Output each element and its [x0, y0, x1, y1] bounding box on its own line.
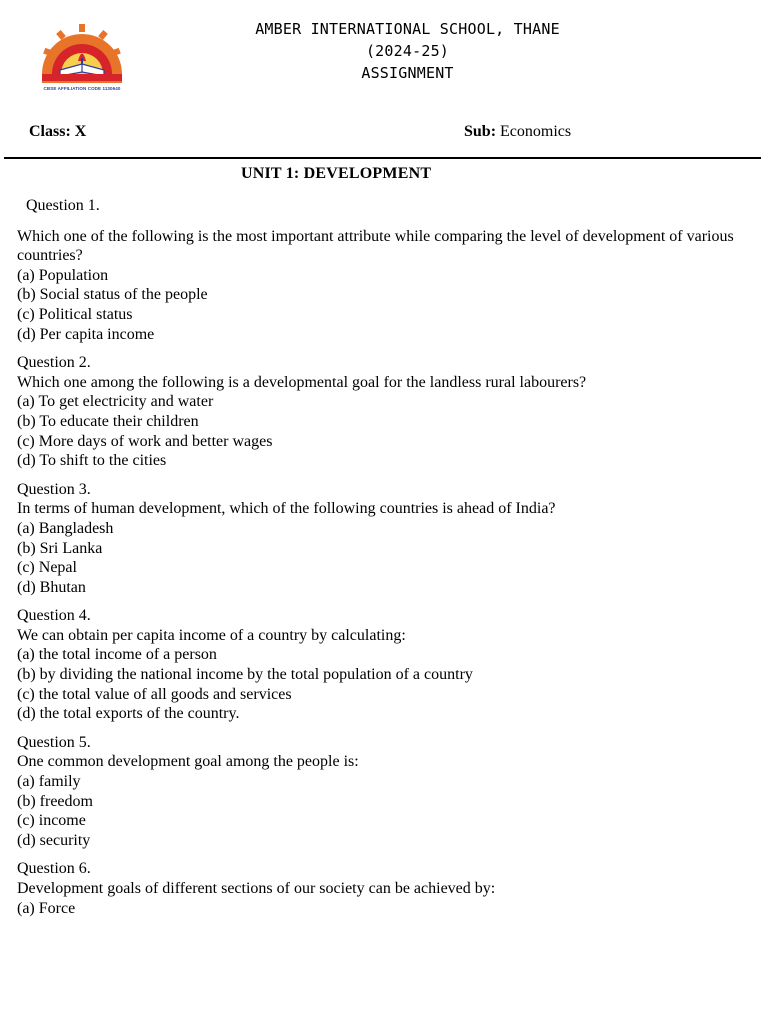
question-block: [17, 733, 757, 851]
class-value: X: [74, 123, 87, 140]
header-divider: [4, 157, 761, 159]
option: (c) Nepal: [17, 559, 77, 577]
question-text: Which one of the following is the most important attribute while comparing the level of development of various countries?: [17, 227, 734, 265]
option: (d) the total exports of the country.: [17, 705, 240, 723]
class-label: Class:: [29, 123, 71, 140]
question-list: [17, 196, 757, 927]
logo-caption: CBSE AFFILIATION CODE 1130640: [43, 86, 121, 91]
document-type: ASSIGNMENT: [361, 64, 454, 82]
option: (a) Force: [17, 899, 76, 917]
option: (a) To get electricity and water: [17, 393, 214, 411]
option: (c) the total value of all goods and services: [17, 685, 292, 703]
school-logo: [34, 14, 130, 96]
question-number: Question 2.: [17, 354, 91, 372]
option: (d) Bhutan: [17, 578, 86, 596]
question-text: Development goals of different sections of our society can be achieved by:: [17, 880, 496, 897]
subject-value: Economics: [500, 123, 572, 140]
option: (c) More days of work and better wages: [17, 432, 273, 450]
option: (d) Per capita income: [17, 325, 155, 343]
question-number: Question 3.: [17, 480, 91, 498]
academic-year: (2024-25): [365, 42, 450, 60]
question-block: [17, 480, 757, 598]
option: (b) freedom: [17, 792, 93, 810]
question-text: We can obtain per capita income of a country by calculating:: [17, 626, 406, 644]
question-text: One common development goal among the people is:: [17, 753, 359, 771]
question-block: [17, 606, 757, 724]
question-number: Question 1.: [26, 197, 100, 214]
option: (a) Population: [17, 266, 109, 284]
question-number: Question 5.: [17, 733, 91, 751]
school-emblem-icon: [34, 14, 130, 86]
school-name: AMBER INTERNATIONAL SCHOOL, THANE: [255, 20, 560, 38]
option: (b) Sri Lanka: [17, 539, 103, 557]
option: (a) Bangladesh: [17, 519, 114, 537]
question-text: Which one among the following is a developmental goal for the landless rural labourers?: [17, 373, 587, 391]
subject-info: [464, 123, 571, 141]
option: (a) family: [17, 773, 81, 791]
option: (d) security: [17, 831, 91, 849]
question-number: Question 6.: [17, 860, 91, 878]
option: (d) To shift to the cities: [17, 452, 167, 470]
question-number: Question 4.: [17, 607, 91, 625]
subject-label: Sub:: [464, 123, 497, 140]
option: (b) To educate their children: [17, 412, 199, 430]
option: (b) by dividing the national income by the total population of a country: [17, 666, 473, 684]
class-info: [29, 123, 86, 141]
option: (a) the total income of a person: [17, 646, 217, 664]
document-header: [210, 18, 605, 84]
option: (c) income: [17, 812, 86, 830]
unit-title: UNIT 1: DEVELOPMENT: [241, 165, 432, 182]
question-block: [17, 196, 757, 344]
question-block: [17, 353, 757, 471]
option: (b) Social status of the people: [17, 286, 208, 304]
option: (c) Political status: [17, 305, 133, 323]
question-block: [17, 859, 757, 918]
question-text: In terms of human development, which of the following countries is ahead of India?: [17, 500, 556, 518]
